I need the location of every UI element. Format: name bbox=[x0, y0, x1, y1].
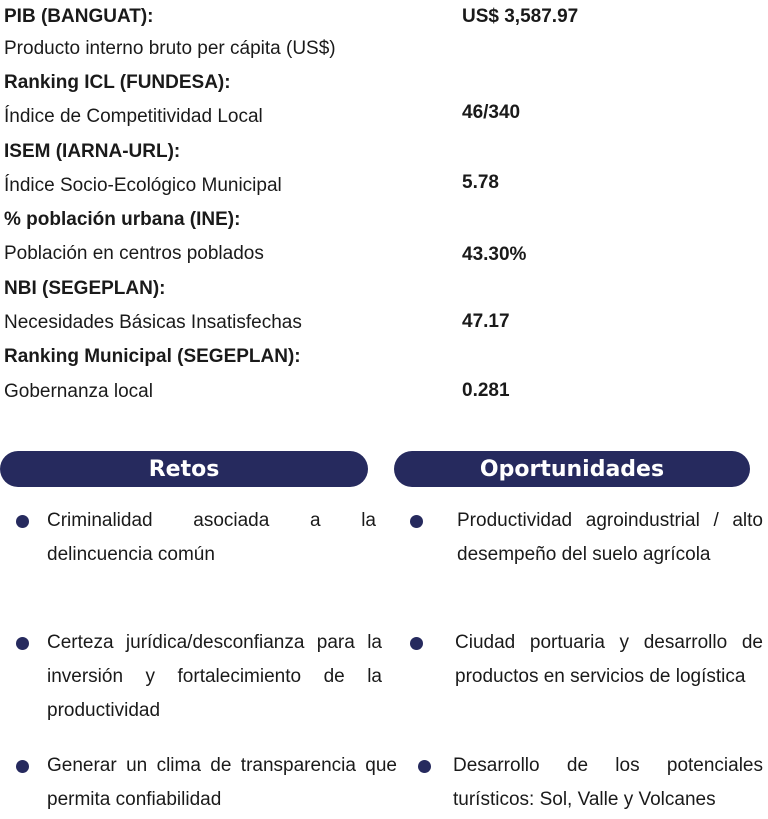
indicator-description: Índice Socio-Ecológico Municipal bbox=[4, 175, 282, 196]
oportunidad-text: Productividad agroindustrial / alto desempeño del suelo agrícola bbox=[457, 510, 763, 565]
reto-text: Criminalidad asociada a la delincuencia común bbox=[47, 510, 376, 565]
indicator-description: Necesidades Básicas Insatisfechas bbox=[4, 312, 302, 333]
indicator-label: Ranking ICL (FUNDESA): bbox=[4, 72, 231, 93]
oportunidad-text: Desarrollo de los potenciales turísticos: Sol, Valle y Volcanes bbox=[453, 755, 763, 810]
indicator-label: ISEM (IARNA-URL): bbox=[4, 141, 181, 162]
indicator-description: Índice de Competitividad Local bbox=[4, 106, 263, 127]
bullet-icon bbox=[16, 760, 29, 773]
indicator-value: 0.281 bbox=[462, 380, 510, 401]
indicator-value: 46/340 bbox=[462, 102, 521, 123]
bullet-icon bbox=[410, 515, 423, 528]
bullet-icon bbox=[16, 515, 29, 528]
oportunidad-text: Ciudad portuaria y desarrollo de productos en servicios de logística bbox=[455, 632, 763, 687]
reto-text: Generar un clima de transparencia que permita confiabilidad bbox=[47, 755, 397, 810]
indicator-value: US$ 3,587.97 bbox=[462, 6, 579, 27]
bullet-icon bbox=[16, 637, 29, 650]
indicator-description: Gobernanza local bbox=[4, 381, 153, 402]
indicator-value: 43.30% bbox=[462, 244, 527, 265]
indicator-label: PIB (BANGUAT): bbox=[4, 6, 154, 27]
reto-text: Certeza jurídica/desconfianza para la inversión y fortalecimiento de la productividad bbox=[47, 632, 382, 721]
oportunidades-header: Oportunidades bbox=[394, 451, 750, 487]
indicator-label: Ranking Municipal (SEGEPLAN): bbox=[4, 346, 301, 367]
indicator-description: Producto interno bruto per cápita (US$) bbox=[4, 38, 336, 59]
indicator-value: 5.78 bbox=[462, 172, 499, 193]
indicator-label: NBI (SEGEPLAN): bbox=[4, 278, 166, 299]
retos-header: Retos bbox=[0, 451, 368, 487]
indicator-label: % población urbana (INE): bbox=[4, 209, 241, 230]
bullet-icon bbox=[418, 760, 431, 773]
bullet-icon bbox=[410, 637, 423, 650]
indicator-description: Población en centros poblados bbox=[4, 243, 264, 264]
indicator-value: 47.17 bbox=[462, 311, 510, 332]
